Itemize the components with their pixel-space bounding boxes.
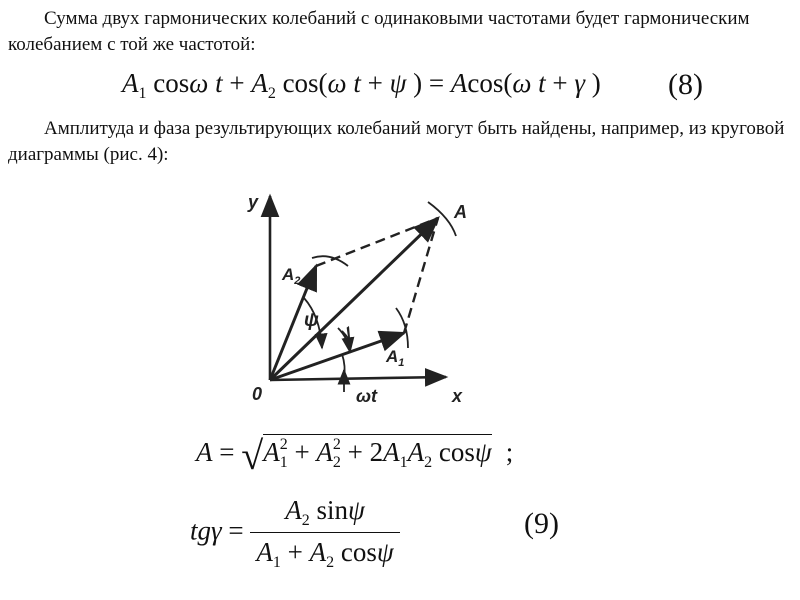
label-omega-t: ωt [356, 386, 378, 406]
arc-tick-a1 [396, 308, 408, 348]
paragraph-amplitude-phase [8, 116, 788, 168]
paragraph-2-text: Амплитуда и фаза результирующих колебаний могут быть найдены, например, из круговой диаграммы (рис. 4): [8, 118, 785, 165]
label-x: x [452, 386, 463, 406]
label-a1-letter: A [386, 347, 399, 366]
paragraph-sum-of-oscillations [8, 6, 788, 58]
vector-a [270, 218, 438, 380]
equation-9-number: (9) [524, 507, 559, 540]
label-gamma: γ [336, 321, 357, 345]
label-a2-sub: 2 [294, 275, 301, 287]
label-a1-sub: 1 [398, 357, 405, 369]
label-psi: ψ [304, 310, 319, 331]
label-origin: 0 [252, 384, 263, 404]
vector-diagram [238, 188, 488, 410]
paragraph-1-text: Сумма двух гармонических колебаний с одинаковыми частотами будет гармоническим колебанием с той же частотой: [8, 8, 750, 55]
label-a2-letter: A [282, 265, 295, 284]
label-a1 [385, 347, 404, 369]
equation-8-number: (8) [668, 68, 703, 101]
equation-amplitude: $A = √A_1^2 + A_2^2 + 2A_1A_2$ cosψ ; [196, 433, 514, 478]
arc-tick-a [428, 202, 456, 236]
equation-9-phase: tgγ = $\frac{A_2 \sin\psi}{A_1 + A_2 \cos\psi}$ [190, 495, 400, 572]
x-axis [270, 377, 446, 380]
label-y: y [248, 192, 259, 212]
vector-a1 [270, 333, 404, 380]
equation-8-sum: $A_1$ cosω $t + A_2$ cos(ω t + ψ ) = Acos(ω t + γ ) [122, 68, 601, 102]
label-a: A [454, 202, 467, 222]
label-a2 [281, 265, 300, 287]
